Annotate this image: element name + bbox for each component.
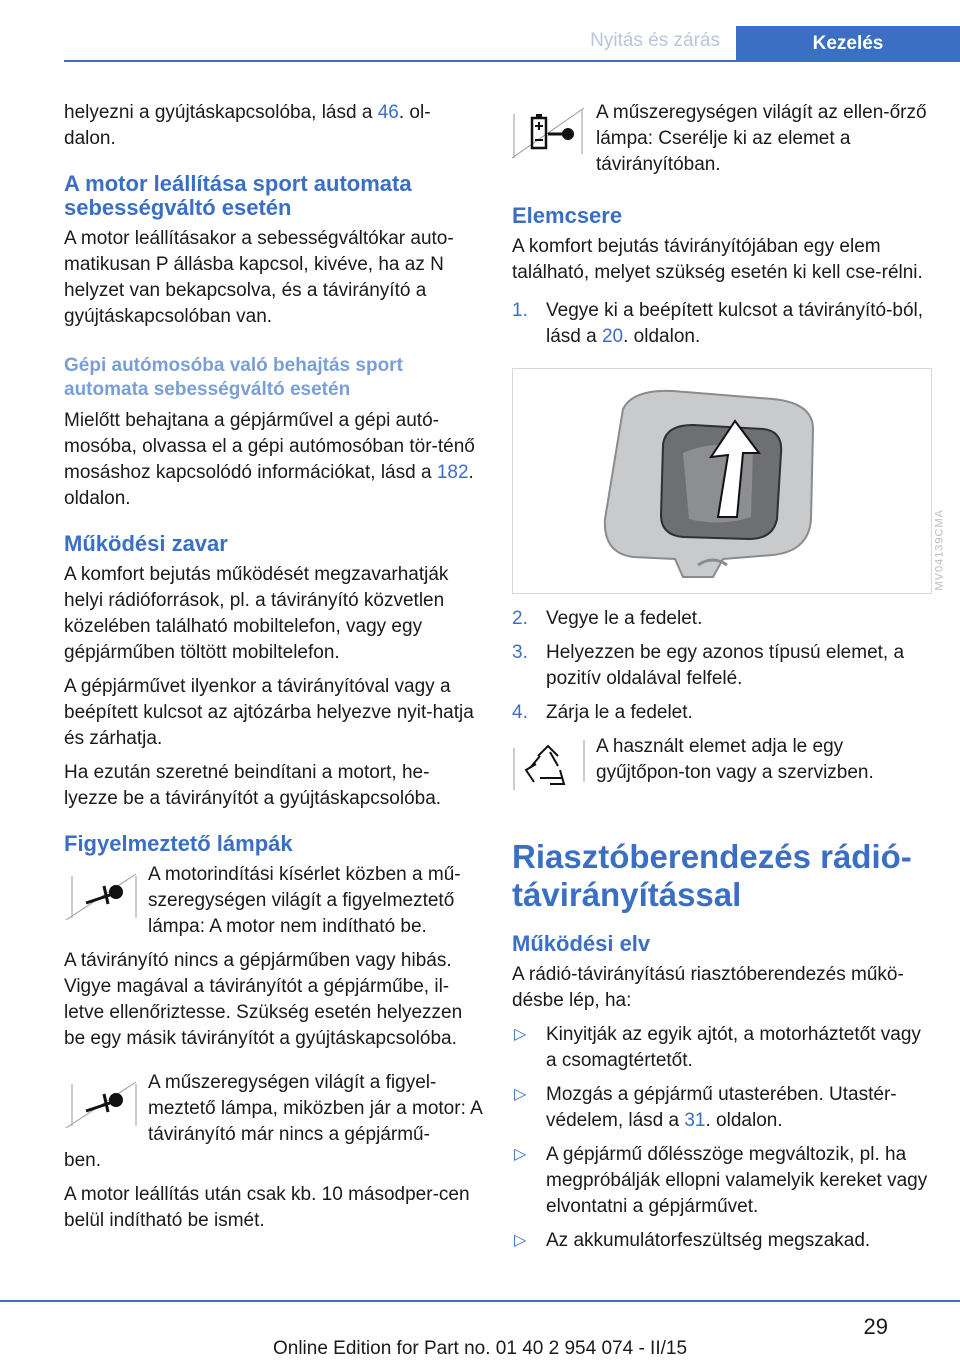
header-chapter-tab: Kezelés [736,26,960,62]
heading-malfunction: Működési zavar [64,531,228,556]
heading-warning-lamps: Figyelmeztető lámpák [64,831,293,856]
page-link[interactable]: 20 [601,326,624,347]
heading-alarm-system: Riasztóberendezés rádió‐távirányítással [512,838,912,913]
header-rule [64,60,960,62]
note-engine-running: A műszeregységen világít a figyel‐meztető lámpa, miközben jár a motor: A távirányító már nincs a gépjármű‐ [64,1070,482,1148]
list-item: 4. Zárja le a fedelet. [512,702,693,723]
paragraph-car-wash: Mielőtt behajtana a gépjárművel a gépi autó‐mosóba, olvassa el a gépi autómosóban tör‐ténő mosáshoz kapcsolódó információkat, lásd a 182. oldalon. [64,410,475,509]
list-item: ▷ Az akkumulátorfeszültség megszakad. [514,1230,871,1251]
trigger-list [512,1022,932,1254]
page-link[interactable]: 182 [436,462,469,483]
paragraph-malfunction-3: Ha ezután szeretné beindítani a motort, he‐lyezze be a távirányítót a gyújtáskapcsolóba. [64,762,442,809]
paragraph-continuation: helyezni a gyújtáskapcsolóba, lásd a 46. ol‐dalon. [64,102,431,149]
figure-code: MV04139CMA [934,509,946,591]
no-start-warning-icon [64,870,138,924]
heading-sport-auto: A motor leállítása sport automata sebességváltó esetén [64,171,412,220]
page-link[interactable]: 31 [684,1110,706,1131]
list-item: 1. Vegye ki a beépített kulcsot a távirányító‐ból, lásd a 20. oldalon. [512,300,924,347]
left-column [64,100,482,1242]
heading-battery-replacement: Elemcsere [512,203,623,228]
list-item: 2. Vegye le a fedelet. [512,608,703,629]
footer-rule [0,1300,960,1302]
list-item: ▷ Kinyitják az egyik ajtót, a motorháztetőt vagy a csomagtértetőt. [514,1024,921,1071]
key-battery-icon [512,106,586,160]
edition-note: Online Edition for Part no. 01 40 2 954 074 - II/15 [272,1338,688,1359]
steps-list-continued [512,606,932,726]
key-fob-illustration [512,368,946,594]
page-number: 29 [863,1314,888,1339]
note-engine-start: A motorindítási kísérlet közben a mű‐szeregységen világít a figyelmeztető lámpa: A motor nem indítható be. [64,862,482,940]
note-battery-lamp: A műszeregységen világít az ellen‐őrző lámpa: Cserélje ki az elemet a távirányítóban. [512,100,932,178]
page-footer [0,1300,960,1362]
list-item: 3. Helyezzen be egy azonos típusú elemet, a pozitív oldalával felfelé. [512,642,905,689]
key-missing-warning-icon [64,1078,138,1132]
note-recycling: A használt elemet adja le egy gyűjtőpon‐ton vagy a szervizben. [512,734,932,786]
recycle-icon [512,738,586,792]
header-section-title: Nyitás és zárás [590,30,720,51]
paragraph-sport-auto: A motor leállításakor a sebességváltókar auto‐matikusan P állásba kapcsol, kivéve, ha az N helyzet van bekapcsolva, és a távirányító a gyújtáskapcsolóban van. [64,228,454,327]
right-column [512,100,946,1262]
remote-key-image [513,369,931,593]
list-item: ▷ Mozgás a gépjármű utasterében. Utastér‐védelem, lásd a 31. oldalon. [514,1084,897,1131]
note-continuation: ben. [64,1150,101,1171]
subheading-car-wash: Gépi autómosóba való behajtás sport automata sebességváltó esetén [64,355,403,400]
page-header [0,0,960,62]
paragraph-malfunction-2: A gépjárművet ilyenkor a távirányítóval vagy a beépített kulcsot az ajtózárba helyezve nyit‐hatja és zárhatja. [64,676,474,749]
steps-list [512,298,932,350]
paragraph-battery: A komfort bejutás távirányítójában egy elem található, melyet szükség esetén ki kell cse‐rélni. [512,236,923,283]
heading-principle: Működési elv [512,931,651,956]
page-link[interactable]: 46 [377,102,399,123]
paragraph-restart: A motor leállítás után csak kb. 10 másodper‐cen belül indítható be ismét. [64,1184,470,1231]
list-item: ▷ A gépjármű dőlésszöge megváltozik, pl. ha megpróbálják ellopni valamelyik kereket vagy elvontatni a gépjárművet. [514,1144,928,1217]
paragraph-principle: A rádió-távirányítású riasztóberendezés műkö‐désbe lép, ha: [512,964,904,1011]
paragraph-malfunction-1: A komfort bejutás működését megzavarhatják helyi rádióforrások, pl. a távirányító közvetlen közelében található mobiltelefon, vagy egy gépjárműben töltött mobiltelefon. [64,564,449,663]
paragraph-lamps: A távirányító nincs a gépjárműben vagy hibás. Vigye magával a távirányítót a gépjárműbe, il‐letve ellenőriztesse. Szükség esetén helyezzen be egy másik távirányítót a gyújtáskapcsolóba. [64,950,463,1049]
